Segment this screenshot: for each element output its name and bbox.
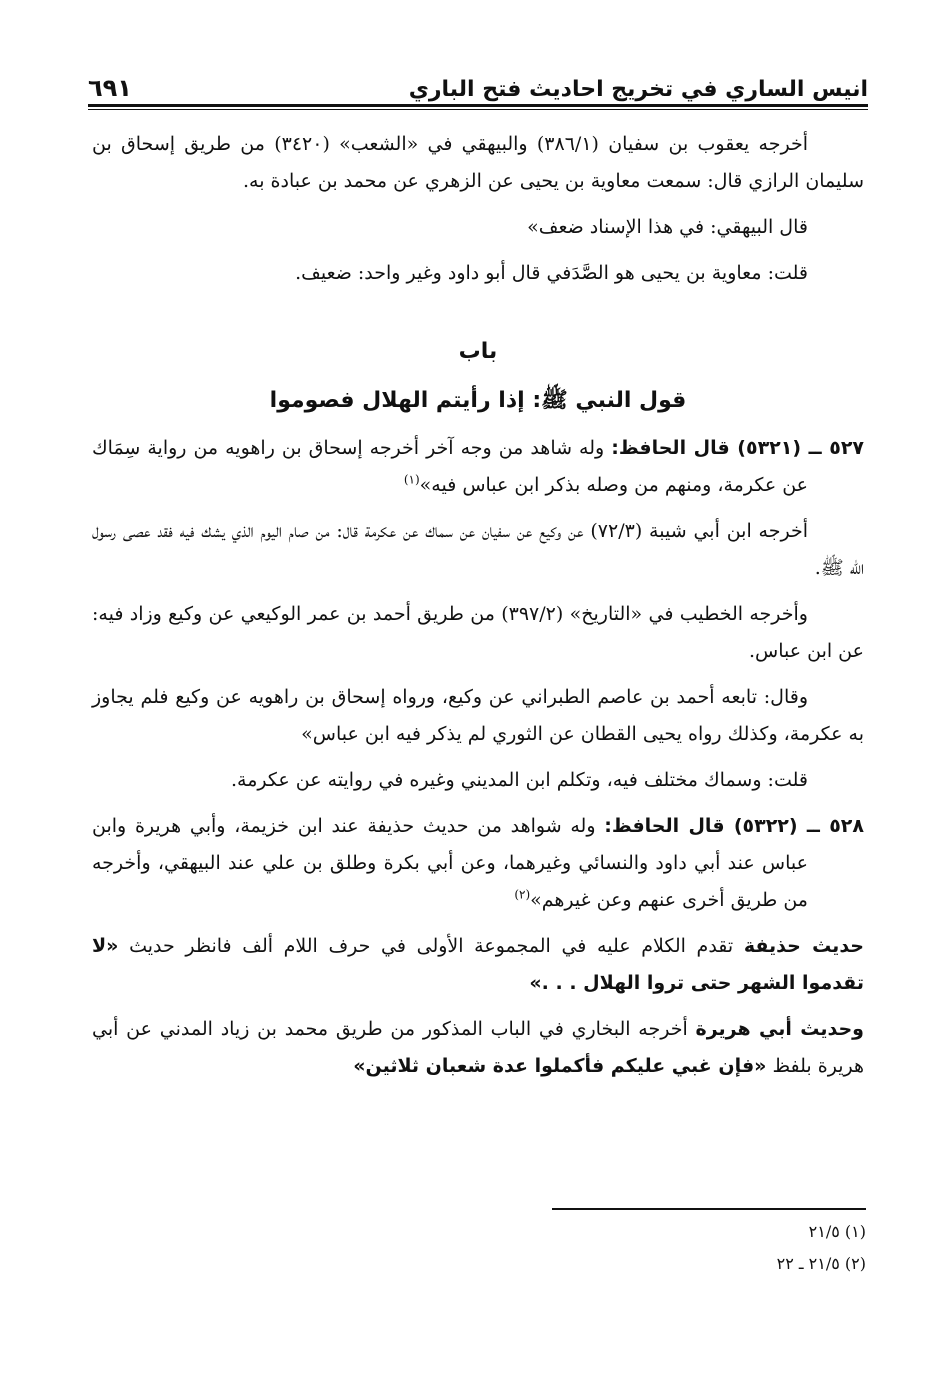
header-title: انيس الساري في تخريج احاديث فتح الباري [408,77,868,102]
hadith-quote-2: «فإن غبي عليكم فأكملوا عدة شعبان ثلاثين» [353,1055,767,1077]
intro-paragraph-3: قلت: معاوية بن يحيى هو الصَّدَفي قال أبو داود وغير واحد: ضعيف. [295,262,808,284]
footnotes [560,1216,866,1280]
body-527-paragraph-4: قلت: وسماك مختلف فيه، وتكلم ابن المديني وغيره في روايته عن عكرمة. [230,769,808,791]
footnote-separator [552,1208,866,1210]
chapter-label: باب [458,339,498,364]
footnote-ref-1: (١) [403,472,420,487]
page-number: ٦٩١ [88,74,132,102]
entry-527 [92,430,864,504]
running-header [88,62,868,102]
entry-528-head: ٥٢٨ ــ (٥٣٢٢) قال الحافظ: [604,815,864,837]
body-528-paragraph-2 [92,1011,864,1085]
footnote-2: (٢) ٢١/٥ ـ ٢٢ [776,1254,866,1273]
main-text [92,126,864,1094]
footnote-1: (١) ٢١/٥ [808,1222,866,1241]
entry-528 [92,808,864,919]
hadith-quote-1: «لا تقدموا الشهر حتى تروا الهلال . . .» [92,935,864,994]
entry-528-text: وله شواهد من حديث حذيفة عند ابن خزيمة، وأبي هريرة وابن عباس عند أبي داود والنسائي وغيرهما، وعن أبي بكرة وطلق بن علي عند البيهقي، وأخرجه من طريق أخرى عنهم وعن غيرهم» [92,815,808,911]
abu-hurayra-hadith-label: وحديث أبي هريرة [695,1018,864,1040]
body-528-paragraph-1-text: تقدم الكلام عليه في المجموعة الأولى في حرف اللام ألف فانظر حديث [129,935,734,957]
entry-527-head: ٥٢٧ ــ (٥٣٢١) قال الحافظ: [611,437,865,459]
body-527-paragraph-2: وأخرجه الخطيب في «التاريخ» (٣٩٧/٢) من طريق أحمد بن عمر الوكيعي عن وكيع وزاد فيه: عن ابن عباس. [92,603,864,662]
header-rule [88,104,868,110]
body-527-paragraph-3: وقال: تابعه أحمد بن عاصم الطبراني عن وكيع، ورواه إسحاق بن راهويه عن وكيع فلم يجاوز به عكرمة، وكذلك رواه يحيى القطان عن الثوري لم يذكر فيه ابن عباس» [92,686,864,745]
body-528-paragraph-1 [92,928,864,1002]
intro-paragraph-1: أخرجه يعقوب بن سفيان (٣٨٦/١) والبيهقي في «الشعب» (٣٤٢٠) من طريق إسحاق بن سليمان الرازي قال: سمعت معاوية بن يحيى عن الزهري عن محمد بن عبادة به. [92,133,864,192]
body-528-paragraph-2-text: أخرجه البخاري في الباب المذكور من طريق محمد بن زياد المدني عن أبي هريرة بلفظ [92,1018,864,1077]
hudhayfa-hadith-label: حديث حذيفة [743,935,864,957]
entry-527-text: وله شاهد من وجه آخر أخرجه إسحاق بن راهويه من رواية سِمَاك عن عكرمة، ومنهم من وصله بذكر ابن عباس فيه» [92,437,808,496]
chapter-title: قول النبي ﷺ: إذا رأيتم الهلال فصوموا [269,388,687,413]
intro-paragraph-2: قال البيهقي: في هذا الإسناد ضعف» [527,216,808,238]
footnote-ref-2: (٢) [514,887,531,902]
body-527-paragraph-1: أخرجه ابن أبي شيبة (٧٢/٣) عن وكيع عن سفيان عن سماك عن عكرمة قال: من صام اليوم الذي يشك فيه فقد عصى رسول الله ﷺ. [92,520,864,579]
